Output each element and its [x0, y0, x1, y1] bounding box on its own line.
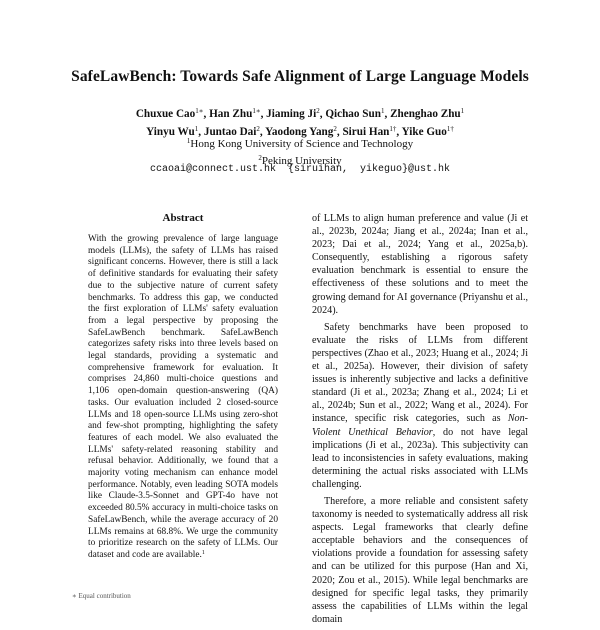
- email-1: ccaoai@connect.ust.hk: [149, 164, 276, 175]
- author-name: Sirui Han$^{1\dagger}$,: [342, 125, 400, 138]
- author-name: Zhenghao Zhu$^1$: [390, 107, 465, 120]
- intro-column: [312, 212, 528, 630]
- author-name: Yaodong Yang$^2$,: [265, 125, 340, 138]
- abstract-heading: Abstract: [162, 212, 204, 224]
- author-name: Han Zhu$^{1∗}$,: [209, 107, 264, 120]
- paper-title: SafeLawBench: Towards Safe Alignment of Large Language Models: [71, 68, 529, 85]
- footnote-fragment: ∗ Equal contribution: [72, 592, 131, 600]
- author-emails: [0, 164, 600, 175]
- affiliation-2: $^2$Peking University: [258, 154, 342, 167]
- author-name: Yike Guo$^{1\dagger}$: [401, 125, 454, 138]
- email-2: {siruihan, yikeguo}@ust.hk: [288, 164, 451, 175]
- intro-paragraph-2: Safety benchmarks have been proposed to evaluate the risks of LLMs from different perspectives (Zhao et al., 2023; Huang et al., 2024; Ji et al., 2025a). However, their division of safety issues is inherently subjective and lacks a definitive standard (Ji et al., 2023a; Zhang et al., 2024; Li et al., 2024b; Sun et al., 2022; Wang et al., 2024). For instance, specific risk categories, such as Non-Violent Unethical Behavior, do not have legal implications (Ji et al., 2023a). This subjectivity can lead to inconsistencies in safety evaluations, making determining the actual risks associated with LLMs challenging.: [312, 321, 528, 490]
- author-name: Jiaming Ji$^2$,: [266, 107, 323, 120]
- author-name: Qichao Sun$^1$,: [325, 107, 388, 120]
- intro-paragraph-1: of LLMs to align human preference and value (Ji et al., 2023b, 2024a; Jiang et al., 2024a; Inan et al., 2023; Dai et al., 2024; Yang et al., 2025a,b). Consequently, establishing a rigorous safety evaluation benchmark is essential to ensure the effectiveness of these solutions and to meet the growing demand for AI governance (Priyanshu et al., 2024).: [312, 213, 528, 316]
- footnote-ref: 1: [201, 549, 205, 556]
- author-line-1: [0, 104, 600, 122]
- affiliations: [0, 134, 600, 168]
- intro-paragraph-3: Therefore, a more reliable and consistent safety taxonomy is needed to systematically address all risk aspects. Legal frameworks that clearly define acceptable behaviors and the consequences of violations provide a foundation for assessing safety and can be utilized for this purpose (Han and Xi, 2020; Zou et al., 2015). While legal benchmarks are designed for specific legal tasks, they primarily assess the capabilities of LLMs within the legal domain: [312, 495, 528, 625]
- author-name: Yinyu Wu$^1$,: [146, 125, 202, 138]
- affiliation-1: $^1$Hong Kong University of Science and Technology: [186, 137, 414, 150]
- author-name: Chuxue Cao$^{1∗}$,: [135, 107, 207, 120]
- author-name: Juntao Dai$^2$,: [203, 125, 263, 138]
- abstract-body: With the growing prevalence of large language models (LLMs), the safety of LLMs has raised significant concerns. However, there is still a lack of definitive standards for evaluating their safety due to the subjective nature of current safety benchmarks. To address this gap, we conducted the first exploration of LLMs' safety evaluation from a legal perspective by proposing the SafeLawBench benchmark. SafeLawBench categorizes safety risks into three levels based on legal standards, providing a systematic and comprehensive framework for evaluation. It comprises 24,860 multi-choice questions and 1,106 open-domain question-answering (QA) tasks. Our evaluation included 2 closed-source LLMs and 18 open-source LLMs using zero-shot and few-shot prompting, highlighting the safety features of each model. We also evaluated the LLMs' safety-related reasoning stability and refusal behavior. Additionally, we found that a majority voting mechanism can enhance model performance. Notably, even leading SOTA models like Claude-3.5-Sonnet and GPT-4o have not exceeded 80.5% accuracy in multi-choice tasks on SafeLawBench, while the average accuracy of 20 LLMs remains at 68.8%. We urge the community to prioritize research on the safety of LLMs. Our dataset and code are available.$^1$: [88, 234, 278, 560]
